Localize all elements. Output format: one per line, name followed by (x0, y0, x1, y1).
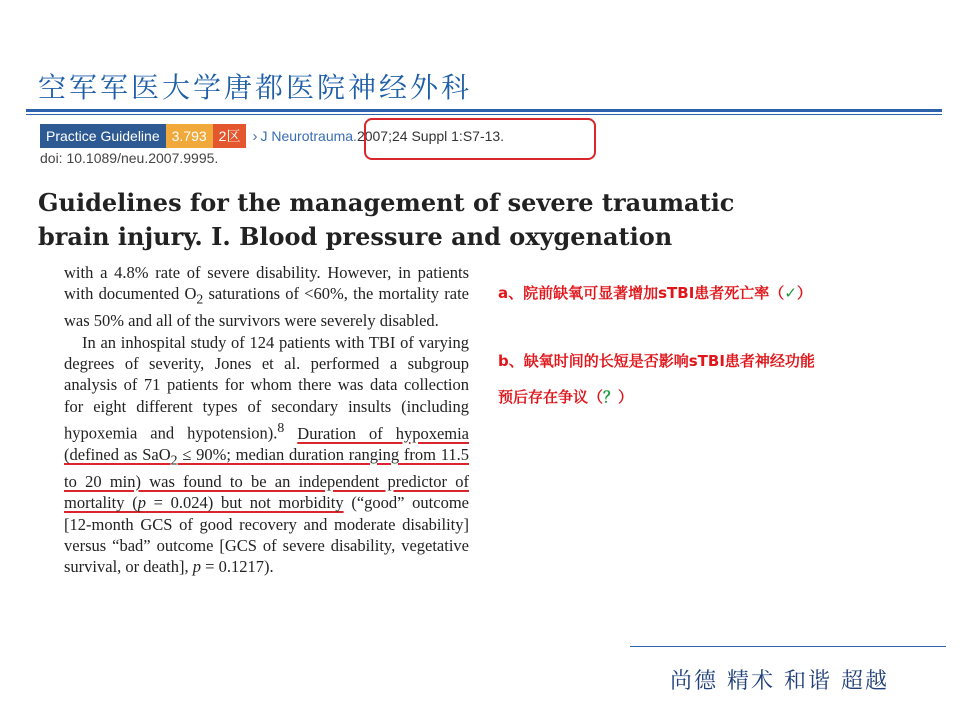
article-title-line2: brain injury. I. Blood pressure and oxygenation (38, 222, 673, 251)
title-divider (26, 109, 942, 112)
zone-badge: 2区 (213, 124, 247, 148)
chevron-right-icon: › (252, 127, 258, 145)
question-icon: ？ (603, 388, 619, 406)
slide-title: 空军军医大学唐都医院神经外科 (38, 71, 473, 104)
note-a: a、院前缺氧可显著增加sTBI患者死亡率（✓） (498, 284, 812, 302)
note-b-line1: b、缺氧时间的长短是否影响sTBI患者神经功能 (498, 352, 815, 370)
footer-divider (630, 646, 946, 647)
article-title-line1: Guidelines for the management of severe traumatic (38, 188, 735, 217)
citation-highlight-box (364, 118, 596, 160)
underlined-finding: Duration of hypoxemia (defined as SaO$_2$ ≤ 90%; median duration ranging from 11.5 to 20 min) was found to be an independent predictor of mortality (p = 0.024) but not morbidity (64, 423, 470, 513)
article-title (38, 186, 738, 254)
note-b-line2: 预后存在争议（？） (498, 388, 634, 406)
check-icon: ✓ (784, 284, 797, 302)
excerpt-paragraph-2: In an inhospital study of 124 patients with TBI of varying degrees of severity, Jones et al. performed a subgroup analysis of 71 patients for whom there was data collection for eight different types of secondary insults (including hypoxemia and hypotension).$^8$ Duration of hypoxemia (defined as SaO$_2$ ≤ 90%; median duration ranging from 11.5 to 20 min) was found to be an independent predictor of mortality (p = 0.024) but not morbidity (“good” outcome [12-month GCS of good recovery and moderate disability] versus “bad” outcome [GCS of severe disability, vegetative survival, or death], p = 0.1217). (64, 332, 470, 577)
practice-guideline-badge: Practice Guideline (40, 124, 166, 148)
citation-reference: 2007;24 Suppl 1:S7-13. (356, 128, 505, 144)
journal-link[interactable]: J Neurotrauma. (260, 128, 357, 144)
article-excerpt (64, 262, 469, 578)
impact-factor-badge: 3.793 (166, 124, 213, 148)
excerpt-paragraph-1: with a 4.8% rate of severe disability. However, in patients with documented $O_2$ saturations of <60%, the mortality rate was 50% and all of the survivors were severely disabled. (64, 263, 470, 331)
title-divider-thin (26, 114, 942, 115)
footer-motto: 尚德 精术 和谐 超越 (670, 669, 889, 694)
doi-text: doi: 10.1089/neu.2007.9995. (40, 150, 219, 166)
